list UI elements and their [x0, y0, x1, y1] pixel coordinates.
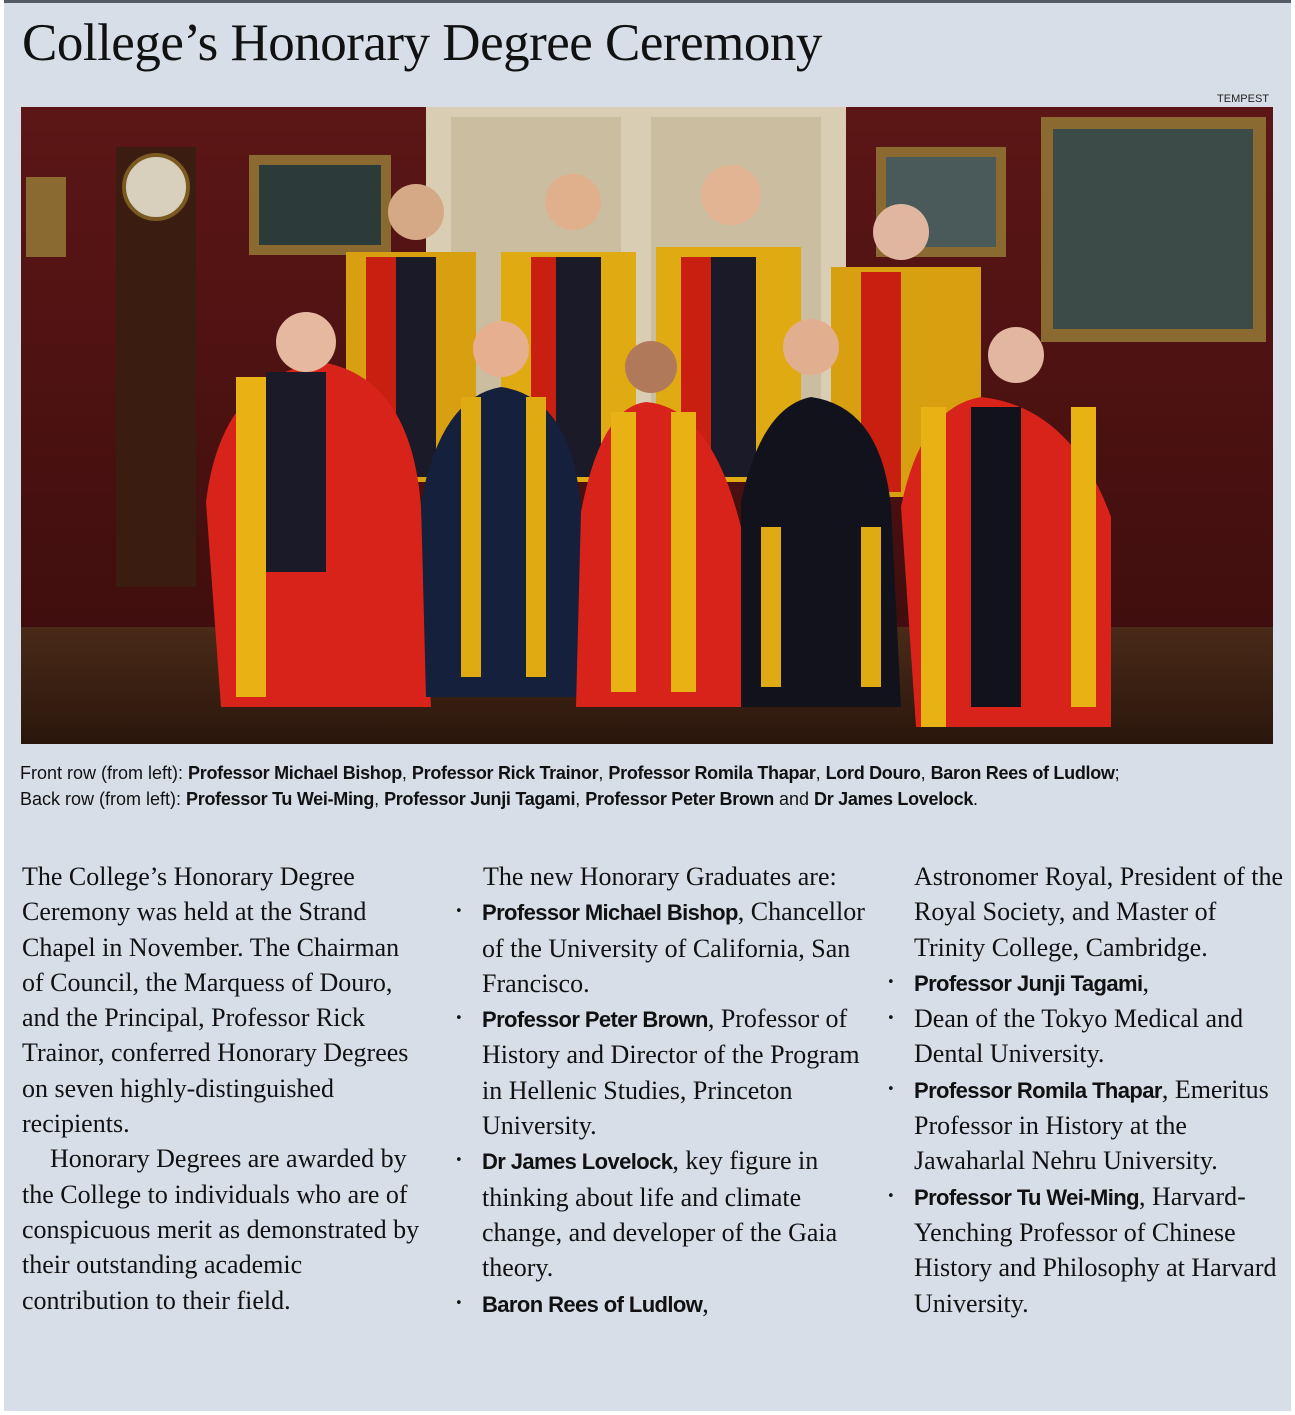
caption-sep: ,	[598, 763, 609, 783]
list-item	[887, 1001, 1287, 1072]
caption-name: Professor Peter Brown	[585, 789, 774, 809]
graduates-list-continued	[887, 859, 1287, 1321]
caption-front-label: Front row (from left):	[20, 763, 189, 783]
caption-name: Professor Junji Tagami	[384, 789, 576, 809]
graduates-intro: The new Honorary Graduates are:	[483, 862, 837, 891]
caption-sep: ,	[815, 763, 826, 783]
list-item	[887, 965, 1287, 1001]
caption-name: Dr James Lovelock	[814, 789, 974, 809]
caption-sep: ,	[920, 763, 931, 783]
graduate-desc: , Professor of History and Director of the Program in Hellenic Studies, Princeton University.	[482, 1004, 860, 1141]
caption-name: Professor Michael Bishop	[188, 763, 402, 783]
list-item	[455, 894, 875, 1001]
graduate-desc: ,	[702, 1288, 709, 1318]
caption-sep: ;	[1114, 763, 1120, 783]
caption-name: Professor Tu Wei-Ming	[186, 789, 375, 809]
graduates-list	[455, 894, 875, 1322]
caption-name: Baron Rees of Ludlow	[930, 763, 1115, 783]
graduate-desc: , Harvard-Yenching Professor of Chinese History and Philosophy at Harvard University.	[914, 1181, 1277, 1318]
list-item-continued	[887, 859, 1287, 965]
group-photo	[21, 107, 1273, 744]
photo-caption	[20, 760, 1280, 812]
graduate-name: Professor Junji Tagami	[914, 970, 1143, 996]
graduate-name: Professor Tu Wei-Ming	[914, 1184, 1139, 1210]
list-item	[887, 1179, 1287, 1321]
bullet-icon: •	[887, 1188, 895, 1204]
graduate-desc: , Chancellor of the University of California, San Francisco.	[482, 897, 865, 998]
caption-sep: ,	[374, 789, 385, 809]
graduate-name: Professor Peter Brown	[482, 1007, 708, 1033]
body-column-3	[887, 859, 1287, 1321]
group-photo-illustration	[21, 107, 1273, 744]
bullet-icon: •	[887, 1011, 895, 1027]
bullet-icon: •	[455, 904, 463, 920]
bullet-icon: •	[887, 974, 895, 990]
caption-name: Professor Romila Thapar	[608, 763, 816, 783]
graduate-name: Professor Michael Bishop	[482, 900, 738, 926]
caption-back-label: Back row (from left):	[20, 789, 187, 809]
list-item	[887, 1072, 1287, 1179]
body-paragraph: The College’s Honorary Degree Ceremony was held at the Strand Chapel in November. The Chairman of Council, the Marquess of Douro, and the Principal, Professor Rick Trainor, conferred Honorary Degrees on seven highly-distinguished recipients.	[22, 862, 409, 1139]
graduate-desc: , key figure in thinking about life and climate change, and developer of the Gaia theory.	[482, 1146, 838, 1283]
body-paragraph: Honorary Degrees are awarded by the College to individuals who are of conspicuous merit as demonstrated by their outstanding academic contribution to their field.	[22, 1144, 420, 1315]
caption-and: and	[774, 789, 815, 809]
list-item	[455, 1286, 875, 1322]
graduate-name: Baron Rees of Ludlow	[482, 1291, 703, 1317]
graduate-desc: ,	[1142, 967, 1149, 997]
caption-name: Lord Douro	[825, 763, 921, 783]
caption-name: Professor Rick Trainor	[411, 763, 599, 783]
graduate-name: Dr James Lovelock	[482, 1149, 673, 1175]
caption-sep: .	[973, 789, 979, 809]
graduate-name: Professor Romila Thapar	[914, 1077, 1162, 1103]
graduate-desc: Dean of the Tokyo Medical and Dental University.	[914, 1004, 1244, 1069]
graduate-desc: Astronomer Royal, President of the Royal Society, and Master of Trinity College, Cambridge.	[914, 862, 1283, 962]
graduate-desc: , Emeritus Professor in History at the Jawaharlal Nehru University.	[914, 1074, 1269, 1176]
bullet-icon: •	[455, 1153, 463, 1169]
caption-back-row	[20, 786, 1280, 812]
caption-front-row	[20, 760, 1280, 786]
article-page	[4, 0, 1291, 1411]
bullet-icon: •	[887, 1081, 895, 1097]
photo-credit: TEMPEST	[1217, 93, 1269, 105]
list-item	[455, 1001, 875, 1143]
bullet-icon: •	[455, 1295, 463, 1311]
bullet-icon: •	[455, 1011, 463, 1027]
list-item	[455, 1143, 875, 1285]
caption-sep: ,	[401, 763, 412, 783]
article-title: College’s Honorary Degree Ceremony	[22, 14, 822, 72]
body-column-1	[22, 859, 422, 1318]
body-column-2	[455, 859, 875, 1322]
caption-sep: ,	[575, 789, 586, 809]
